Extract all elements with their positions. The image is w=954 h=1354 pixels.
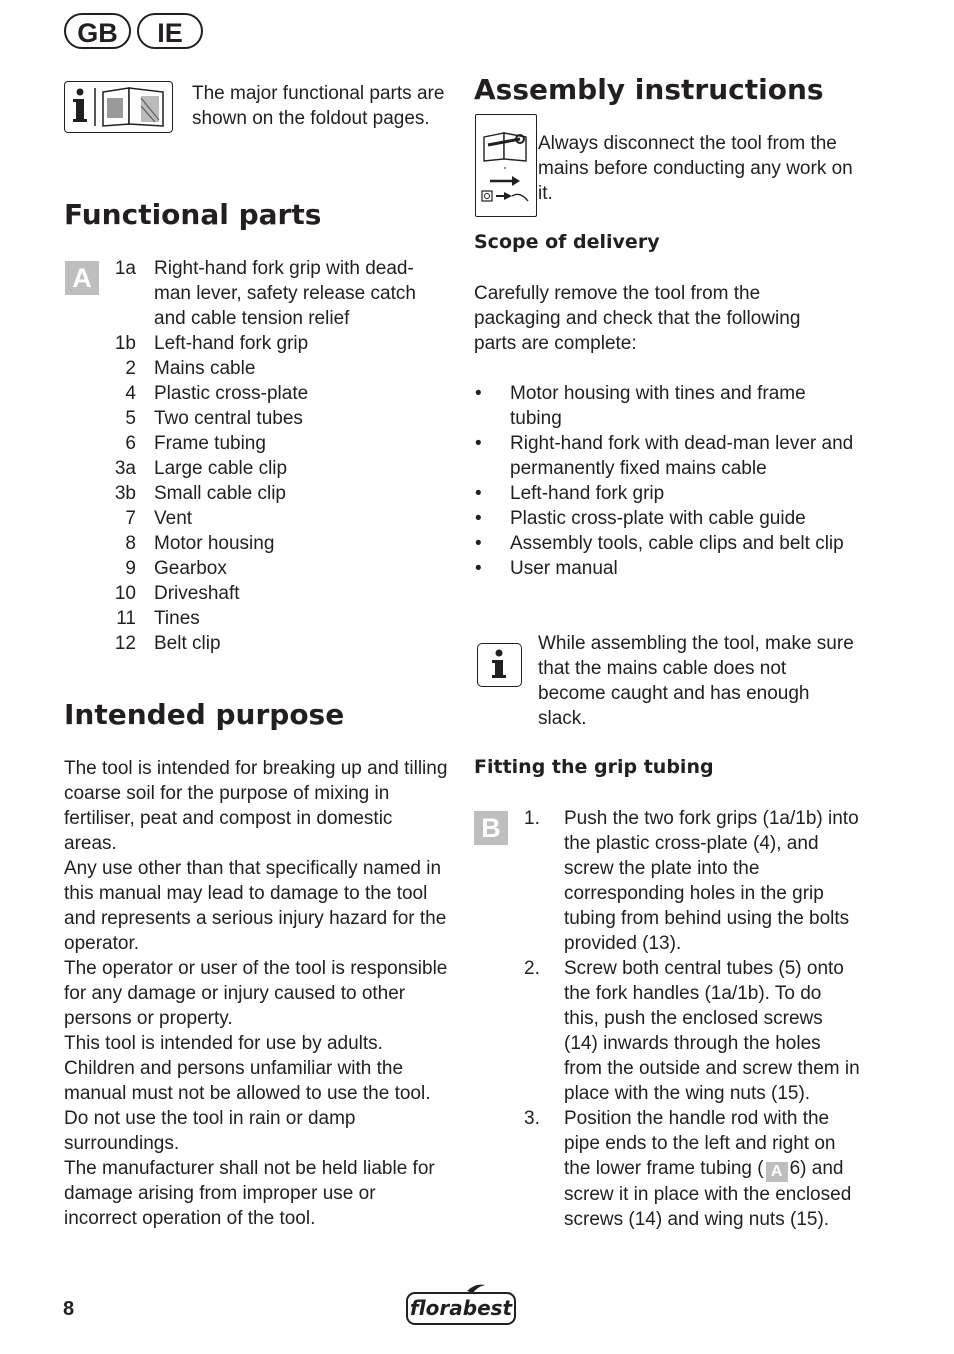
list-item: 1b Left-hand fork grip <box>114 333 309 354</box>
language-badge-ie: IE <box>137 13 203 49</box>
paragraph: The manufacturer shall not be held liable for damage arising from improper use or incorrect operation of the tool. <box>64 1158 435 1229</box>
fitting-grip-tubing-title: Fitting the grip tubing <box>474 756 714 778</box>
list-item: 4 Plastic cross-plate <box>125 383 309 404</box>
info-note-foldout: The major functional parts are shown on the foldout pages. <box>192 83 445 129</box>
figure-label-b: B <box>474 811 508 845</box>
list-item: • Plastic cross-plate with cable guide <box>475 508 806 529</box>
scope-of-delivery-title: Scope of delivery <box>474 231 660 253</box>
list-item: 5 Two central tubes <box>125 408 303 429</box>
disconnect-mains-icon <box>475 114 537 217</box>
list-item: 1. Push the two fork grips (1a/1b) into the plastic cross-plate (4), and screw the plate into the corresponding holes in the grip tubing from behind using the bolts provided (13). <box>524 808 859 954</box>
figure-label-a: A <box>65 261 99 295</box>
florabest-logo <box>405 1283 517 1327</box>
language-badge-gb: GB <box>64 13 131 49</box>
brand-name: florabest <box>409 1296 513 1320</box>
list-item: • Right-hand fork with dead-man lever and permanently fixed mains cable <box>475 433 854 479</box>
paragraph: This tool is intended for use by adults. Children and persons unfamiliar with the manual must not be allowed to use the tool. Do not use the tool in rain or damp surroundings. <box>64 1033 431 1154</box>
list-item: 11 Tines <box>116 608 200 629</box>
list-item: • User manual <box>475 558 618 579</box>
info-foldout-icon <box>64 81 173 133</box>
functional-parts-title: Functional parts <box>64 198 322 231</box>
paragraph: The operator or user of the tool is responsible for any damage or injury caused to other persons or property. <box>64 958 448 1029</box>
intended-purpose-body <box>64 756 448 1231</box>
scope-list <box>474 381 854 581</box>
assembly-instructions-title: Assembly instructions <box>474 73 824 106</box>
list-item: 3b Small cable clip <box>114 483 286 504</box>
list-item: • Assembly tools, cable clips and belt clip <box>475 533 844 554</box>
list-item: 6 Frame tubing <box>125 433 266 454</box>
disconnect-warning: Always disconnect the tool from the mains before conducting any work on it. <box>538 133 853 204</box>
list-item: • Motor housing with tines and frame tubing <box>475 383 806 429</box>
list-item: 1a Right-hand fork grip with dead-man lever, safety release catch and cable tension relief <box>114 258 416 329</box>
paragraph: Any use other than that specifically named in this manual may lead to damage to the tool and represents a serious injury hazard for the operator. <box>64 858 447 954</box>
list-item: 2 Mains cable <box>125 358 256 379</box>
paragraph: The tool is intended for breaking up and tilling coarse soil for the purpose of mixing in fertiliser, peat and compost in domestic areas. <box>64 758 448 854</box>
list-item: • Left-hand fork grip <box>475 483 665 504</box>
list-item: 3. Position the handle rod with the pipe ends to the left and right on the lower frame tubing ( A 6) and screw it in place with the enclosed screws (14) and wing nuts (15). <box>524 1108 852 1230</box>
list-item: 3a Large cable clip <box>114 458 288 479</box>
page-number: 8 <box>63 1298 75 1320</box>
assembly-info-note: While assembling the tool, make sure that the mains cable does not become caught and has enough slack. <box>538 633 854 729</box>
fitting-steps <box>524 806 864 1232</box>
list-item: 2. Screw both central tubes (5) onto the fork handles (1a/1b). To do this, push the enclosed screws (14) inwards through the holes from the outside and screw them in place with the wing nuts (15). <box>524 958 860 1104</box>
functional-parts-list <box>100 256 460 656</box>
list-item: 9 Gearbox <box>125 558 227 579</box>
list-item: 7 Vent <box>125 508 193 529</box>
figure-ref-a: A <box>766 1162 788 1182</box>
list-item: 8 Motor housing <box>125 533 275 554</box>
scope-intro: Carefully remove the tool from the packaging and check that the following parts are complete: <box>474 283 801 354</box>
intended-purpose-title: Intended purpose <box>64 698 345 731</box>
info-icon <box>477 643 522 687</box>
list-item: 12 Belt clip <box>114 633 221 654</box>
list-item: 10 Driveshaft <box>114 583 240 604</box>
